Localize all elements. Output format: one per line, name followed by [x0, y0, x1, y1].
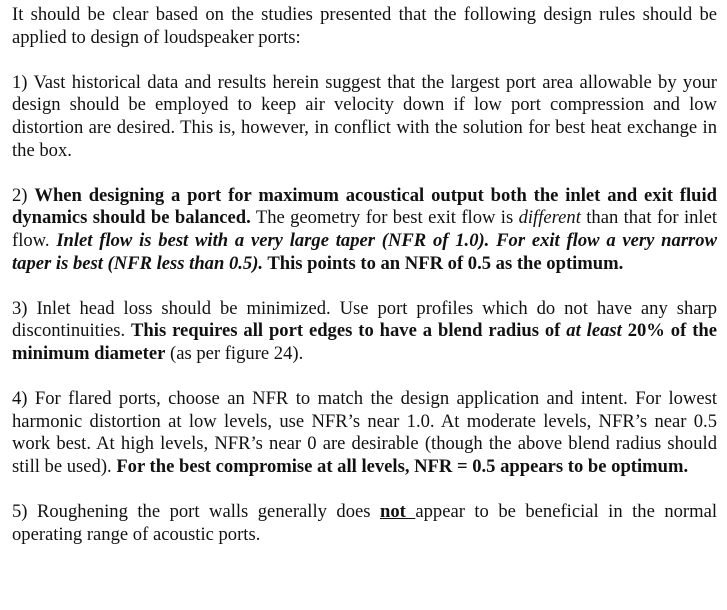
rule-3-bold-2: 20% of the minimum diameter: [12, 320, 717, 364]
rule-5-bold-underline-not: not: [380, 501, 416, 523]
rule-3-text-1: 3) Inlet head loss should be minimized. Use port profiles which do not have any sharp discontinuities.: [12, 297, 717, 342]
rule-5-paragraph: [12, 501, 717, 546]
rule-1-paragraph: 1) Vast historical data and results herein suggest that the largest port area allowable by your design should be employed to keep air velocity down if low port compression and low distortion are desired. This is, however, in conflict with the solution for best heat exchange in the box.: [12, 71, 717, 161]
rule-2-text-2: than that for inlet flow.: [12, 207, 717, 251]
rule-2-bold-conclusion: This points to an NFR of 0.5 as the optimum.: [263, 252, 624, 274]
rule-5-text-2: appear to be beneficial in the normal operating range of acoustic ports.: [12, 501, 717, 545]
rule-2-bold-statement: When designing a port for maximum acoustical output both the inlet and exit fluid dynamics should be balanced.: [12, 184, 717, 229]
rule-5-text-1: 5) Roughening the port walls generally does: [12, 501, 381, 523]
rule-4-bold-1: For the best compromise at all levels, NFR = 0.5 appears to be optimum.: [116, 455, 689, 477]
rule-4-text-1: 4) For flared ports, choose an NFR to match the design application and intent. For lowest harmonic distortion at low levels, use NFR’s near 1.0. At moderate levels, NFR’s near 0.5 work best. At high levels, NFR’s near 0 are desirable (though the above blend radius should still be used).: [12, 388, 717, 477]
intro-paragraph: It should be clear based on the studies presented that the following design rules should be applied to design of loudspeaker ports:: [12, 4, 717, 48]
rule-3-bold-italic-at-least: at least: [566, 320, 622, 342]
rule-3-bold-1: This requires all port edges to have a blend radius of: [131, 320, 567, 342]
rule-3-paragraph: [12, 298, 717, 366]
rule-2-text-1: The geometry for best exit flow is: [250, 207, 519, 229]
rule-4-paragraph: [12, 388, 717, 478]
rule-2-italic-different: different: [518, 207, 581, 229]
rule-3-text-2: (as per figure 24).: [165, 342, 304, 364]
rule-2-bold-italic-flow: Inlet flow is best with a very large taper (NFR of 1.0). For exit flow a very narrow taper is best (NFR less than 0.5).: [12, 229, 717, 274]
rule-2-prefix: 2): [12, 184, 35, 206]
rule-2-paragraph: [12, 185, 717, 275]
